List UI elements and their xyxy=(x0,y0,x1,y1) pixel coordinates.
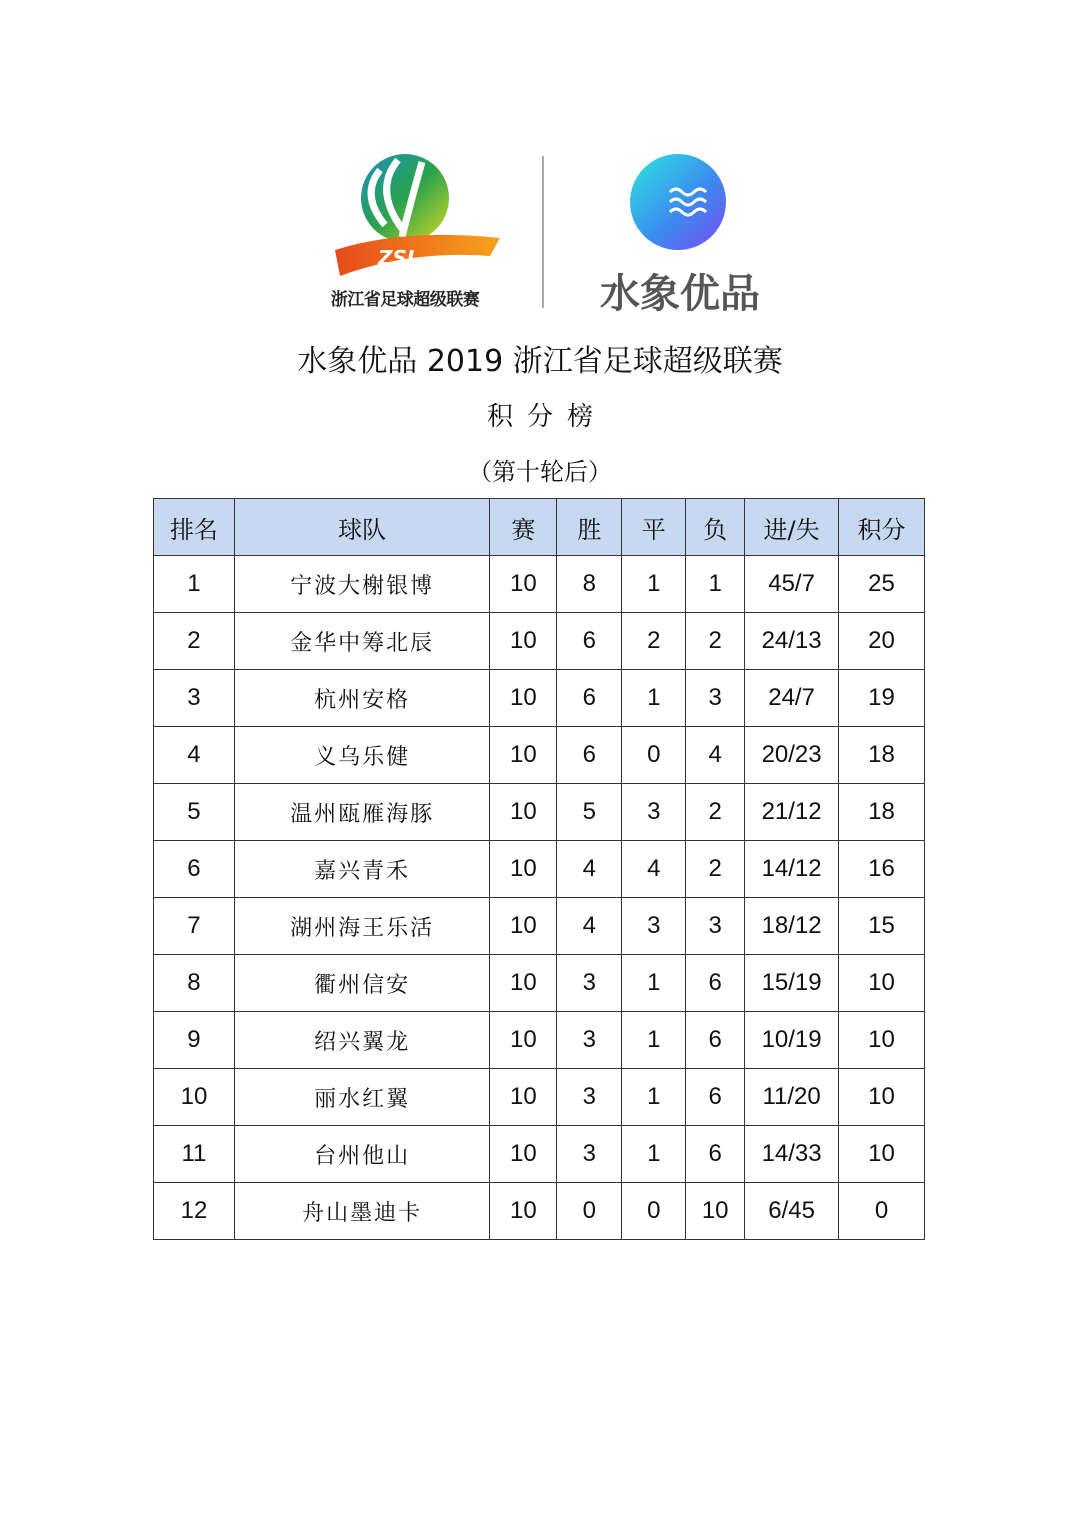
cell-lost: 6 xyxy=(686,1126,745,1183)
zsl-logo-text: 浙江省足球超级联赛 xyxy=(330,290,480,310)
cell-drawn: 1 xyxy=(622,670,686,727)
cell-won: 8 xyxy=(557,556,622,613)
column-header-team: 球队 xyxy=(234,499,490,556)
cell-won: 4 xyxy=(557,841,622,898)
cell-rank: 8 xyxy=(154,955,235,1012)
sponsor-logo-text: 水象优品 xyxy=(600,271,760,317)
cell-rank: 10 xyxy=(154,1069,235,1126)
cell-team: 义乌乐健 xyxy=(234,727,490,784)
cell-goals: 21/12 xyxy=(745,784,839,841)
cell-lost: 10 xyxy=(686,1183,745,1240)
logo-bar xyxy=(300,150,780,315)
cell-rank: 2 xyxy=(154,613,235,670)
cell-goals: 24/13 xyxy=(745,613,839,670)
cell-lost: 2 xyxy=(686,613,745,670)
cell-rank: 12 xyxy=(154,1183,235,1240)
cell-won: 3 xyxy=(557,1069,622,1126)
cell-points: 10 xyxy=(839,1069,925,1126)
cell-lost: 3 xyxy=(686,670,745,727)
column-header-lost: 负 xyxy=(686,499,745,556)
cell-team: 嘉兴青禾 xyxy=(234,841,490,898)
cell-team: 衢州信安 xyxy=(234,955,490,1012)
table-header-row xyxy=(154,499,925,556)
cell-goals: 20/23 xyxy=(745,727,839,784)
cell-points: 10 xyxy=(839,1126,925,1183)
cell-points: 10 xyxy=(839,955,925,1012)
cell-drawn: 1 xyxy=(622,556,686,613)
cell-played: 10 xyxy=(490,841,557,898)
cell-goals: 18/12 xyxy=(745,898,839,955)
table-row xyxy=(154,784,925,841)
table-row xyxy=(154,1069,925,1126)
page-subtitle: 积分榜 xyxy=(486,402,607,432)
cell-drawn: 1 xyxy=(622,1069,686,1126)
cell-rank: 4 xyxy=(154,727,235,784)
round-label: （第十轮后） xyxy=(468,458,612,486)
cell-points: 18 xyxy=(839,784,925,841)
table-row xyxy=(154,670,925,727)
cell-goals: 10/19 xyxy=(745,1012,839,1069)
table-row xyxy=(154,955,925,1012)
column-header-rank: 排名 xyxy=(154,499,235,556)
cell-team: 绍兴翼龙 xyxy=(234,1012,490,1069)
column-header-goals: 进/失 xyxy=(745,499,839,556)
cell-won: 6 xyxy=(557,670,622,727)
column-header-played: 赛 xyxy=(490,499,557,556)
cell-drawn: 0 xyxy=(622,1183,686,1240)
cell-points: 10 xyxy=(839,1012,925,1069)
cell-won: 6 xyxy=(557,613,622,670)
table-row xyxy=(154,1183,925,1240)
cell-goals: 6/45 xyxy=(745,1183,839,1240)
table-row xyxy=(154,841,925,898)
cell-rank: 9 xyxy=(154,1012,235,1069)
cell-drawn: 1 xyxy=(622,1126,686,1183)
cell-team: 湖州海王乐活 xyxy=(234,898,490,955)
cell-team: 温州瓯雁海豚 xyxy=(234,784,490,841)
cell-lost: 6 xyxy=(686,1012,745,1069)
logo-divider xyxy=(542,156,544,308)
cell-team: 金华中筹北辰 xyxy=(234,613,490,670)
water-wave-icon xyxy=(590,150,770,260)
cell-team: 丽水红翼 xyxy=(234,1069,490,1126)
cell-team: 舟山墨迪卡 xyxy=(234,1183,490,1240)
cell-rank: 6 xyxy=(154,841,235,898)
table-row xyxy=(154,1126,925,1183)
cell-drawn: 2 xyxy=(622,613,686,670)
cell-lost: 2 xyxy=(686,841,745,898)
cell-played: 10 xyxy=(490,670,557,727)
table-row xyxy=(154,1012,925,1069)
cell-points: 15 xyxy=(839,898,925,955)
cell-points: 18 xyxy=(839,727,925,784)
cell-rank: 1 xyxy=(154,556,235,613)
sponsor-logo xyxy=(590,150,770,315)
standings-table xyxy=(153,498,925,1240)
cell-won: 6 xyxy=(557,727,622,784)
cell-points: 19 xyxy=(839,670,925,727)
cell-rank: 7 xyxy=(154,898,235,955)
zsl-logo xyxy=(310,150,500,315)
cell-points: 25 xyxy=(839,556,925,613)
table-row xyxy=(154,898,925,955)
cell-played: 10 xyxy=(490,613,557,670)
cell-goals: 15/19 xyxy=(745,955,839,1012)
cell-won: 4 xyxy=(557,898,622,955)
cell-won: 5 xyxy=(557,784,622,841)
cell-played: 10 xyxy=(490,727,557,784)
cell-team: 台州他山 xyxy=(234,1126,490,1183)
cell-lost: 4 xyxy=(686,727,745,784)
cell-played: 10 xyxy=(490,955,557,1012)
page-title: 水象优品 2019 浙江省足球超级联赛 xyxy=(297,344,783,379)
cell-played: 10 xyxy=(490,1069,557,1126)
cell-lost: 6 xyxy=(686,1069,745,1126)
cell-rank: 5 xyxy=(154,784,235,841)
cell-goals: 14/12 xyxy=(745,841,839,898)
table-row xyxy=(154,727,925,784)
cell-won: 0 xyxy=(557,1183,622,1240)
cell-played: 10 xyxy=(490,1183,557,1240)
cell-won: 3 xyxy=(557,1126,622,1183)
cell-played: 10 xyxy=(490,784,557,841)
cell-drawn: 3 xyxy=(622,898,686,955)
cell-drawn: 3 xyxy=(622,784,686,841)
cell-goals: 45/7 xyxy=(745,556,839,613)
cell-played: 10 xyxy=(490,1126,557,1183)
table-row xyxy=(154,556,925,613)
cell-played: 10 xyxy=(490,556,557,613)
cell-drawn: 0 xyxy=(622,727,686,784)
column-header-won: 胜 xyxy=(557,499,622,556)
cell-points: 0 xyxy=(839,1183,925,1240)
column-header-drawn: 平 xyxy=(622,499,686,556)
cell-rank: 3 xyxy=(154,670,235,727)
cell-won: 3 xyxy=(557,955,622,1012)
cell-team: 宁波大榭银博 xyxy=(234,556,490,613)
cell-drawn: 1 xyxy=(622,1012,686,1069)
cell-played: 10 xyxy=(490,898,557,955)
cell-lost: 6 xyxy=(686,955,745,1012)
column-header-points: 积分 xyxy=(839,499,925,556)
cell-lost: 2 xyxy=(686,784,745,841)
zsl-mark: ZSL xyxy=(378,246,420,270)
cell-lost: 1 xyxy=(686,556,745,613)
cell-won: 3 xyxy=(557,1012,622,1069)
cell-goals: 11/20 xyxy=(745,1069,839,1126)
table-row xyxy=(154,613,925,670)
cell-lost: 3 xyxy=(686,898,745,955)
cell-goals: 14/33 xyxy=(745,1126,839,1183)
cell-played: 10 xyxy=(490,1012,557,1069)
cell-team: 杭州安格 xyxy=(234,670,490,727)
cell-points: 20 xyxy=(839,613,925,670)
cell-drawn: 1 xyxy=(622,955,686,1012)
cell-drawn: 4 xyxy=(622,841,686,898)
cell-goals: 24/7 xyxy=(745,670,839,727)
cell-rank: 11 xyxy=(154,1126,235,1183)
cell-points: 16 xyxy=(839,841,925,898)
